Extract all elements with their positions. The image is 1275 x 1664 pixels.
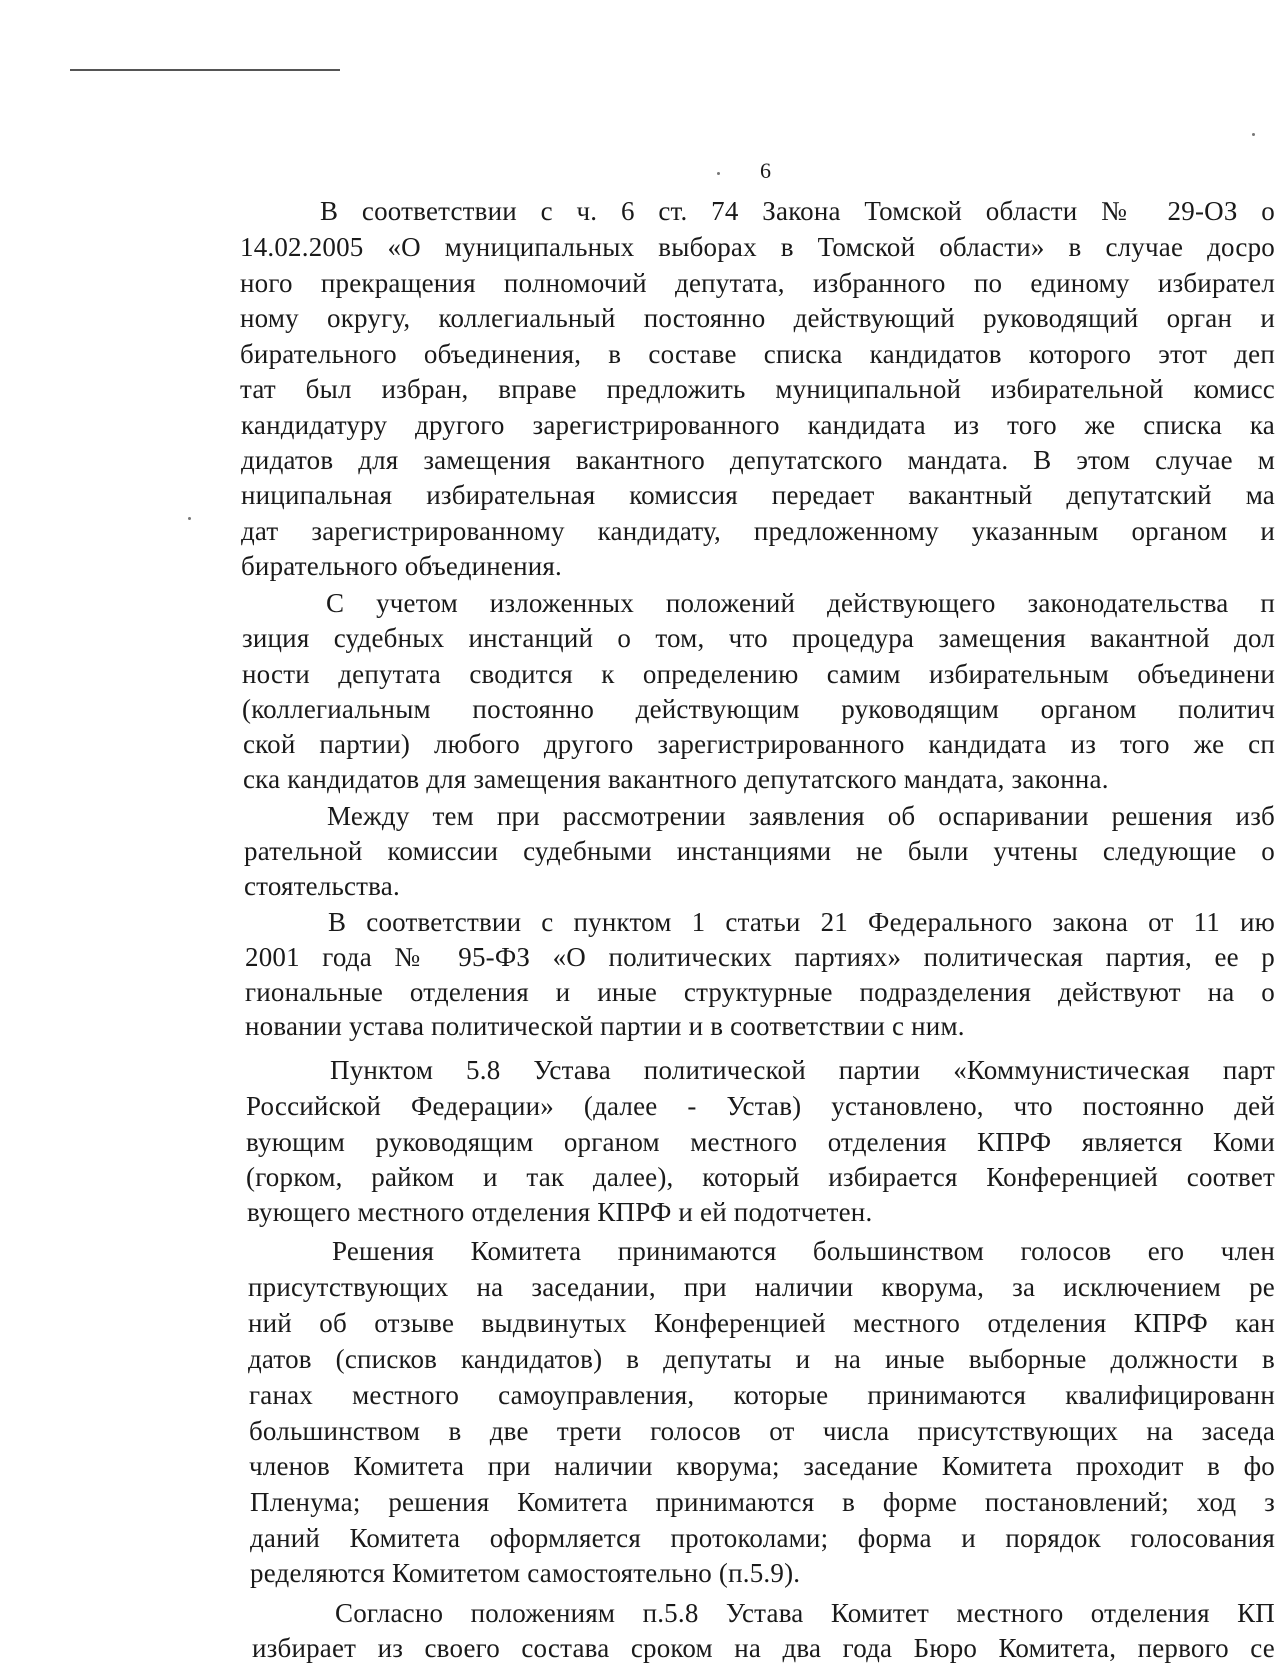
- text-line: Пунктом 5.8 Устава политической партии «Коммунистическая парт: [330, 1055, 1275, 1085]
- text-line: бирательного объединения, в составе списка кандидатов которого этот деп: [240, 339, 1275, 369]
- page-number: 6: [760, 158, 771, 183]
- text-line: ному округу, коллегиальный постоянно действующий руководящий орган и: [240, 303, 1275, 333]
- text-line: Между тем при рассмотрении заявления об оспаривании решения изб: [327, 801, 1275, 831]
- text-line: 14.02.2005 «О муниципальных выборах в Томской области» в случае досро: [240, 232, 1275, 262]
- top-rule: [70, 69, 340, 71]
- text-line: дидатов для замещения вакантного депутатского мандата. В этом случае м: [241, 445, 1275, 475]
- text-line: вующего местного отделения КПРФ и ей подотчетен.: [247, 1197, 873, 1227]
- text-line: ганах местного самоуправления, которые принимаются квалифицированн: [249, 1380, 1275, 1410]
- text-line: вующим руководящим органом местного отделения КПРФ является Коми: [246, 1127, 1275, 1157]
- text-line: С учетом изложенных положений действующего законодательства п: [326, 588, 1275, 618]
- text-line: ской партии) любого другого зарегистрированного кандидата из того же сп: [243, 729, 1275, 759]
- text-line: кандидатуру другого зарегистрированного кандидата из того же списка ка: [241, 410, 1275, 440]
- text-line: зиция судебных инстанций о том, что процедура замещения вакантной дол: [242, 623, 1275, 653]
- text-line: стоятельства.: [244, 871, 400, 901]
- text-line: гиональные отделения и иные структурные подразделения действуют на о: [245, 977, 1275, 1007]
- text-line: даний Комитета оформляется протоколами; форма и порядок голосования: [250, 1523, 1275, 1553]
- text-line: 2001 года № 95-ФЗ «О политических партиях» политическая партия, ее р: [245, 942, 1275, 972]
- text-line: бирательного объединения.: [241, 551, 562, 581]
- text-line: Российской Федерации» (далее - Устав) установлено, что постоянно дей: [246, 1091, 1275, 1121]
- text-line: ности депутата сводится к определению самим избирательным объединени: [242, 659, 1275, 689]
- text-line: присутствующих на заседании, при наличии кворума, за исключением ре: [248, 1272, 1275, 1302]
- text-line: датов (списков кандидатов) в депутаты и на иные выборные должности в: [248, 1344, 1275, 1374]
- text-line: (коллегиальным постоянно действующим руководящим органом политич: [242, 694, 1275, 724]
- text-line: В соответствии с ч. 6 ст. 74 Закона Томской области № 29-ОЗ о: [320, 196, 1275, 226]
- scan-speck: [717, 172, 720, 175]
- text-line: ного прекращения полномочий депутата, избранного по единому избирател: [240, 268, 1275, 298]
- text-line: ниципальная избирательная комиссия передает вакантный депутатский ма: [241, 480, 1275, 510]
- text-line: (горком, райком и так далее), который избирается Конференцией соответ: [246, 1162, 1275, 1192]
- text-line: ределяются Комитетом самостоятельно (п.5.9).: [250, 1558, 801, 1588]
- text-line: избирает из своего состава сроком на два года Бюро Комитета, первого се: [252, 1633, 1275, 1663]
- text-line: большинством в две трети голосов от числа присутствующих на заседа: [249, 1416, 1275, 1446]
- scan-speck: [1252, 133, 1255, 136]
- text-line: новании устава политической партии и в соответствии с ним.: [245, 1011, 965, 1041]
- text-line: ний об отзыве выдвинутых Конференцией местного отделения КПРФ кан: [248, 1308, 1275, 1338]
- text-line: тат был избран, вправе предложить муниципальной избирательной комисс: [240, 374, 1275, 404]
- text-line: Пленума; решения Комитета принимаются в форме постановлений; ход з: [250, 1487, 1275, 1517]
- text-line: В соответствии с пунктом 1 статьи 21 Федерального закона от 11 ию: [328, 907, 1275, 937]
- text-line: Согласно положениям п.5.8 Устава Комитет местного отделения КП: [335, 1598, 1275, 1628]
- scan-speck: [188, 517, 191, 520]
- text-line: рательной комиссии судебными инстанциями не были учтены следующие о: [244, 836, 1275, 866]
- text-line: дат зарегистрированному кандидату, предложенному указанным органом и: [241, 516, 1275, 546]
- text-line: ска кандидатов для замещения вакантного депутатского мандата, законна.: [243, 764, 1109, 794]
- text-line: членов Комитета при наличии кворума; заседание Комитета проходит в фо: [249, 1451, 1275, 1481]
- text-line: Решения Комитета принимаются большинством голосов его член: [332, 1236, 1275, 1266]
